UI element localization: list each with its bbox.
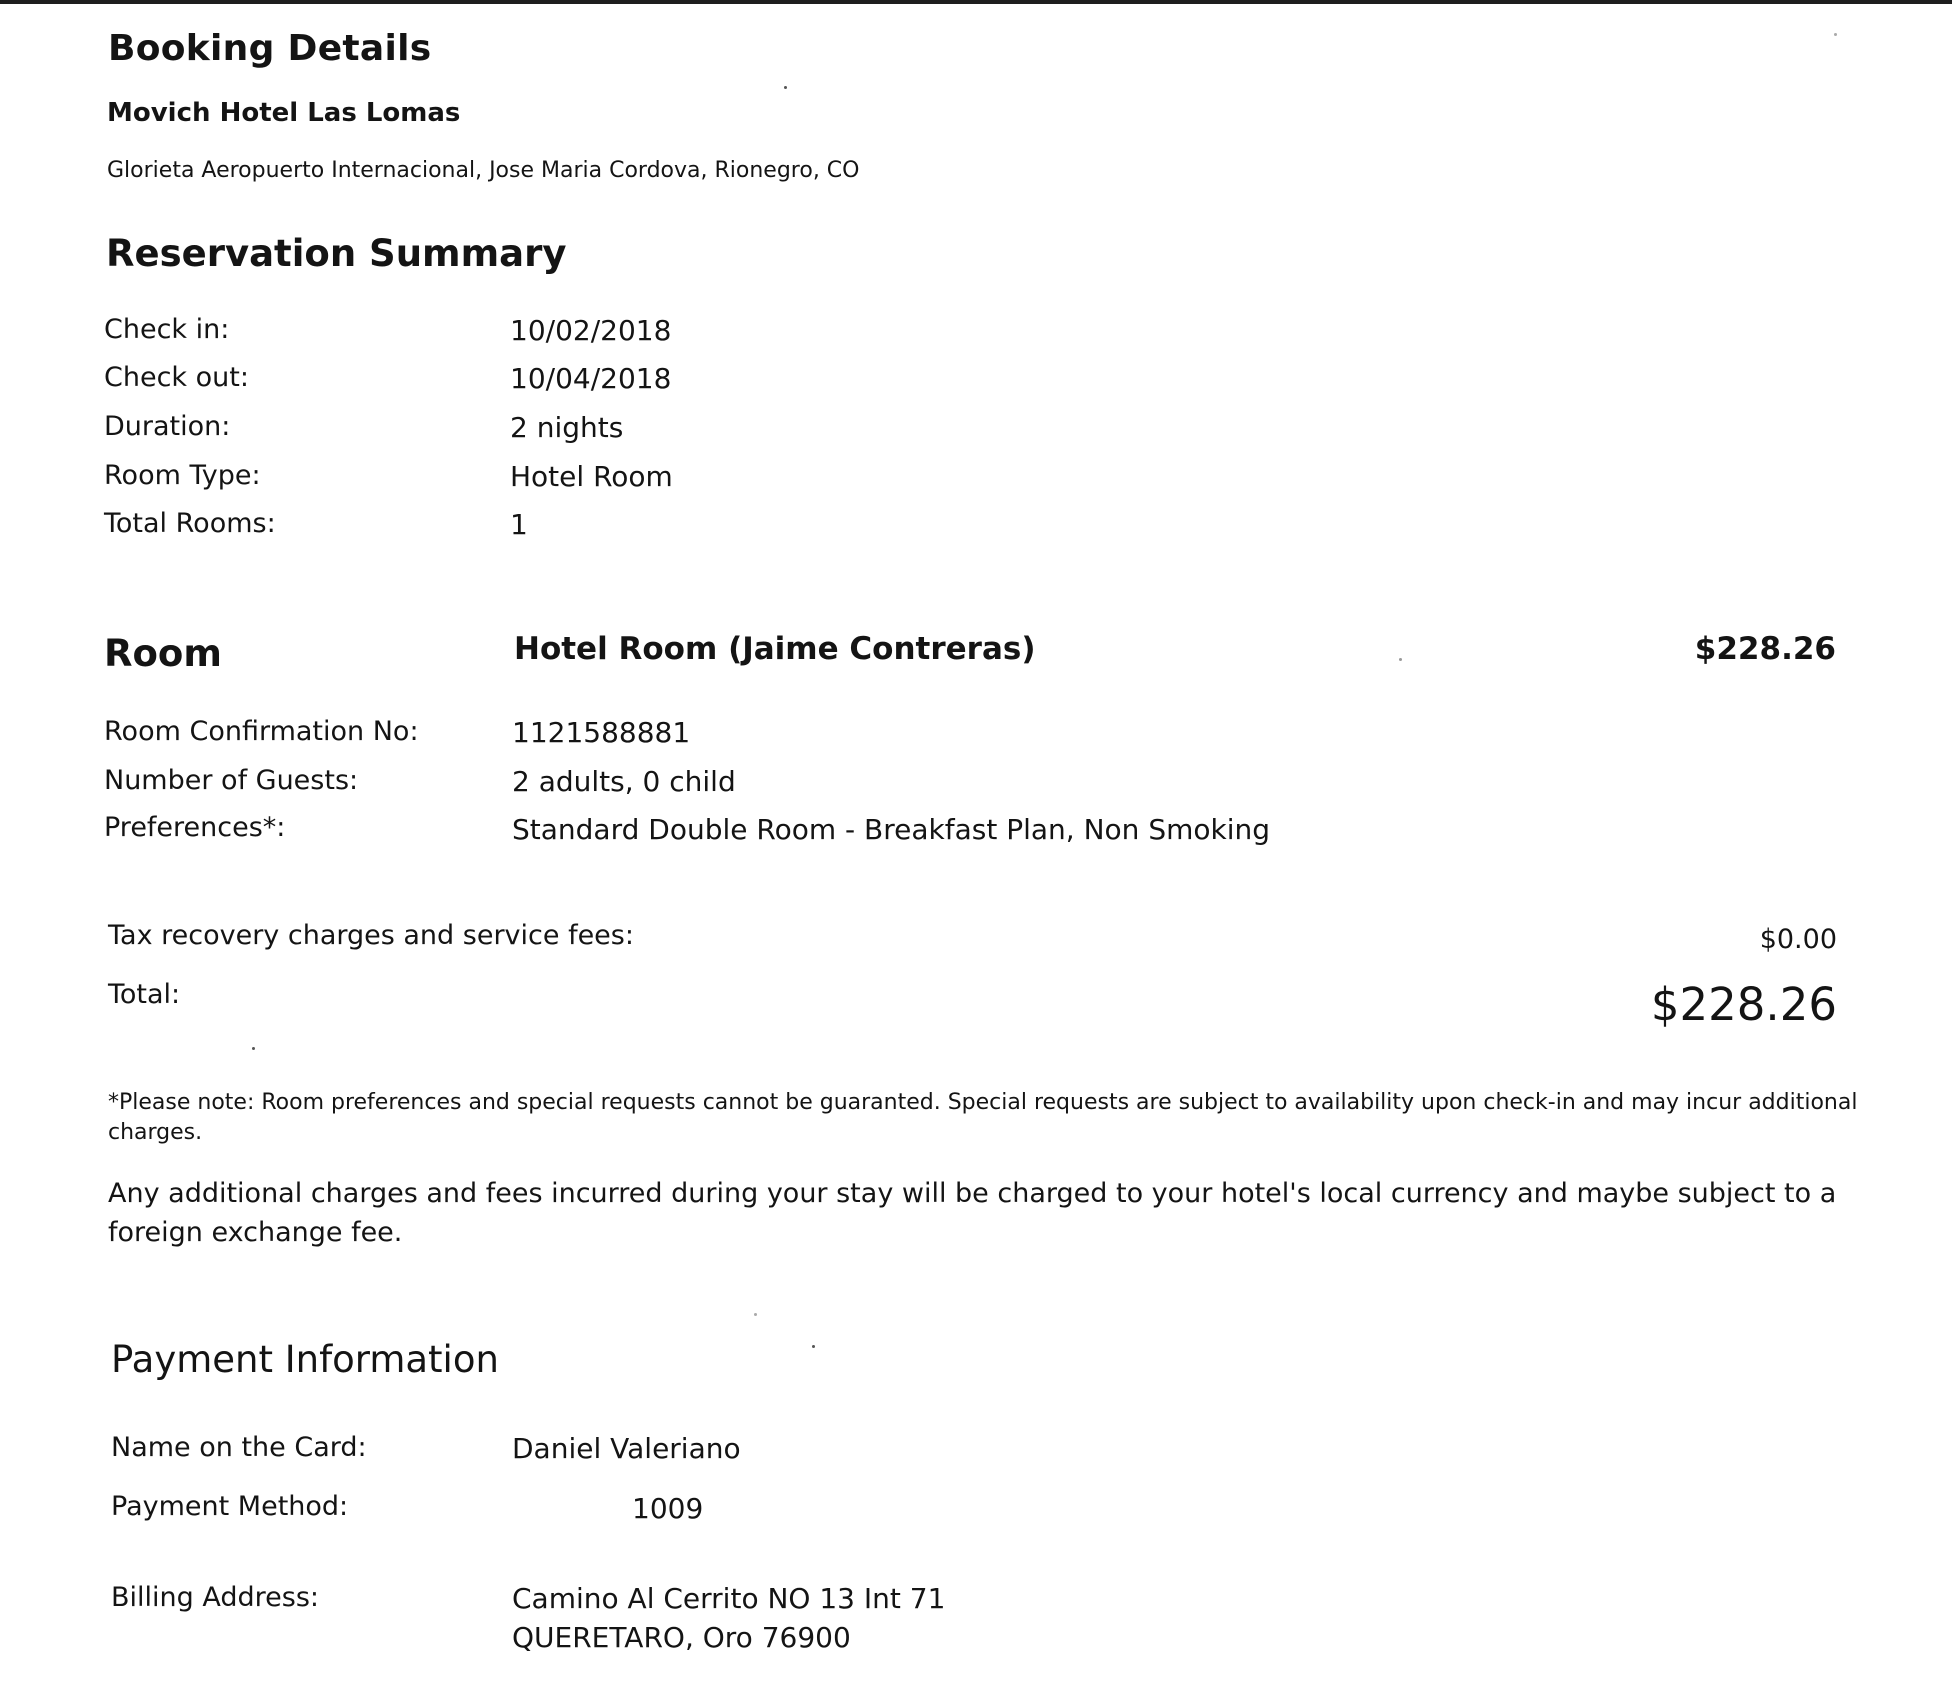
room-type-value: Hotel Room (510, 460, 673, 493)
total-rooms-value: 1 (510, 508, 528, 541)
check-in-label: Check in: (104, 314, 230, 345)
check-out-label: Check out: (104, 362, 249, 393)
duration-value: 2 nights (510, 411, 624, 444)
room-section-title: Room (104, 632, 222, 675)
booking-details-title: Booking Details (108, 28, 432, 69)
preference-disclaimer: *Please note: Room preferences and special requests cannot be guaranted. Special requests are subject to availability upon check-in and may incur additional charges. (108, 1090, 1858, 1145)
scan-speck (1399, 658, 1402, 661)
scan-speck (784, 86, 787, 89)
total-rooms-label: Total Rooms: (104, 508, 276, 539)
billing-address-line-1: Camino Al Cerrito NO 13 Int 71 (512, 1582, 946, 1615)
hotel-name: Movich Hotel Las Lomas (107, 98, 461, 128)
reservation-summary-title: Reservation Summary (106, 232, 567, 275)
room-name: Hotel Room (Jaime Contreras) (514, 631, 1036, 667)
confirmation-number-value: 1121588881 (512, 716, 691, 749)
check-out-value: 10/04/2018 (510, 362, 672, 395)
number-of-guests-label: Number of Guests: (104, 765, 359, 796)
payment-method-label: Payment Method: (111, 1491, 349, 1522)
preferences-value: Standard Double Room - Breakfast Plan, Non Smoking (512, 813, 1271, 846)
confirmation-number-label: Room Confirmation No: (104, 716, 419, 747)
hotel-address: Glorieta Aeropuerto Internacional, Jose Maria Cordova, Rionegro, CO (107, 158, 860, 183)
tax-charges-value: $0.00 (1759, 924, 1837, 955)
scan-speck (1834, 33, 1837, 36)
currency-disclaimer: Any additional charges and fees incurred during your stay will be charged to your hotel's local currency and maybe subject to a foreign exchange fee. (108, 1178, 1837, 1248)
scan-speck (812, 1345, 815, 1348)
name-on-card-label: Name on the Card: (111, 1432, 367, 1463)
payment-method-value: 1009 (632, 1492, 704, 1525)
top-border-line (0, 0, 1952, 4)
scan-speck (754, 1313, 757, 1316)
room-type-label: Room Type: (104, 460, 261, 491)
duration-label: Duration: (104, 411, 231, 442)
preferences-label: Preferences*: (104, 812, 286, 843)
name-on-card-value: Daniel Valeriano (512, 1432, 741, 1465)
check-in-value: 10/02/2018 (510, 314, 672, 347)
billing-address-line-2: QUERETARO, Oro 76900 (512, 1621, 851, 1654)
payment-information-title: Payment Information (111, 1338, 499, 1381)
scan-speck (252, 1047, 255, 1050)
total-value: $228.26 (1650, 978, 1837, 1031)
billing-address-label: Billing Address: (111, 1582, 319, 1613)
total-label: Total: (108, 979, 181, 1010)
number-of-guests-value: 2 adults, 0 child (512, 765, 736, 798)
room-price: $228.26 (1694, 631, 1836, 667)
tax-charges-label: Tax recovery charges and service fees: (108, 920, 634, 951)
